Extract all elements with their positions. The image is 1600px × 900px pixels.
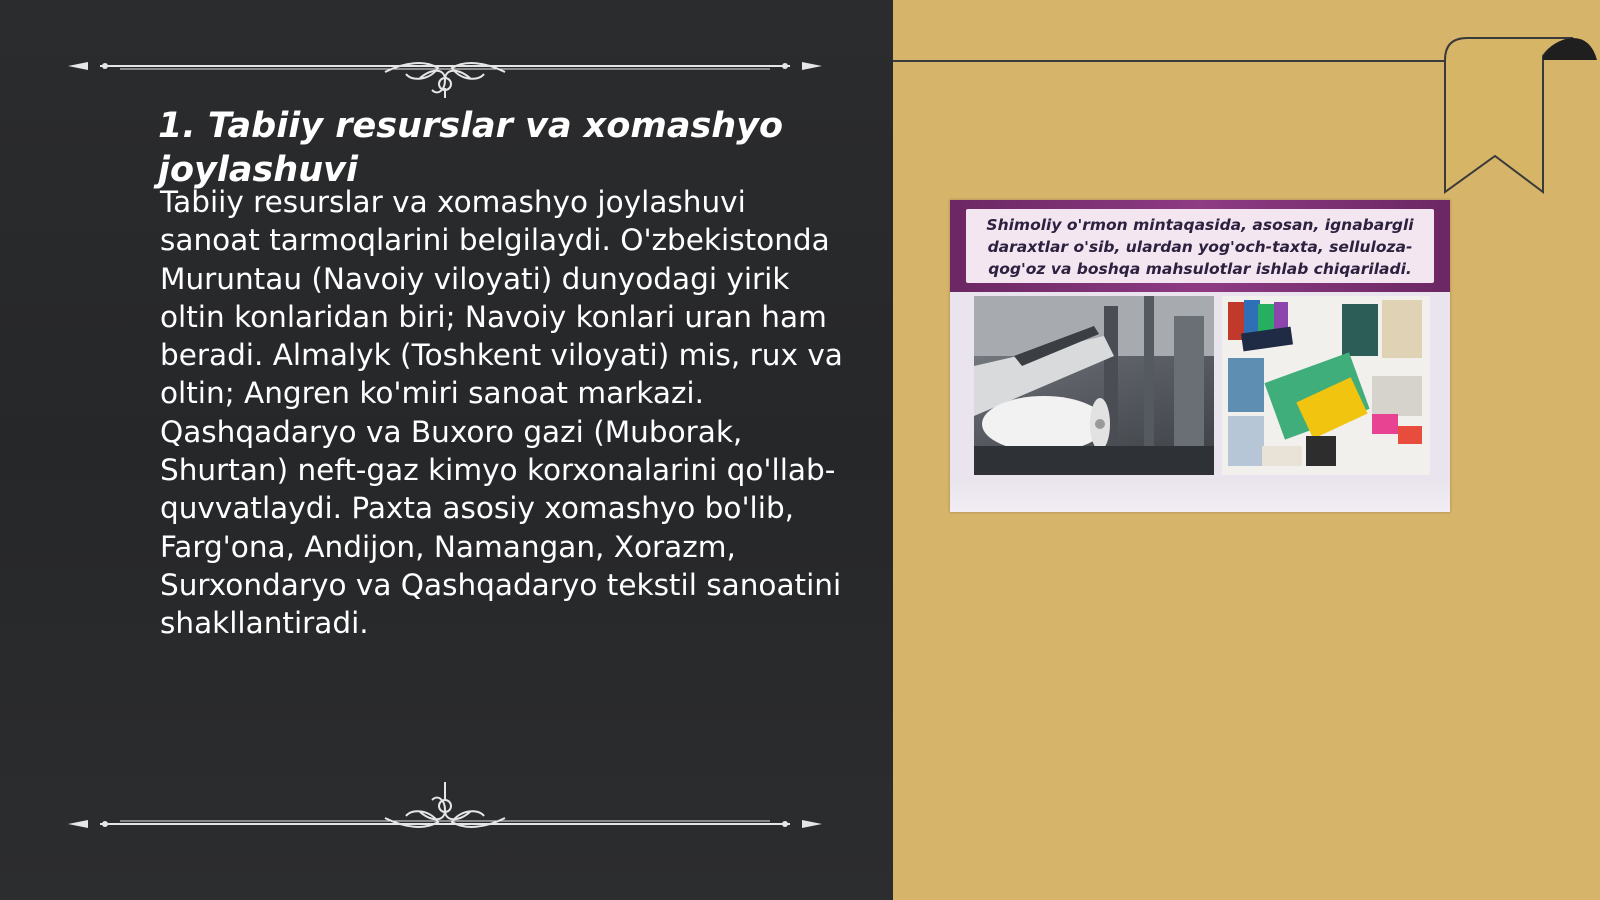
image-footer-strip: [950, 478, 1450, 512]
paper-mill-illustration: [974, 296, 1214, 475]
caption-band: [950, 200, 1450, 292]
image-caption: Shimoliy o'rmon mintaqasida, asosan, ignabargli daraxtlar o'sib, ulardan yog'och-taxta, selluloza-qog'oz va boshqa mahsulotlar ishlab chiqariladi.: [986, 216, 1414, 278]
bottom-ornament-divider: [60, 772, 830, 832]
caption-box: [966, 209, 1434, 283]
top-ornament-divider: [60, 38, 830, 98]
slide-body-text: Tabiiy resurslar va xomashyo joylashuvi sanoat tarmoqlarini belgilaydi. O'zbekistonda Muruntau (Navoiy viloyati) dunyodagi yirik oltin konlaridan biri; Navoiy konlari uran ham beradi. Almalyk (Toshkent viloyati) mis, rux va oltin; Angren ko'miri sanoat markazi. Qashqadaryo va Buxoro gazi (Muborak, Shurtan) neft-gaz kimyo korxonalarini qo'llab-quvvatlaydi. Paxta asosiy xomashyo bo'lib, Farg'ona, Andijon, Namangan, Xorazm, Surxondaryo va Qashqadaryo tekstil sanoatini shakllantiradi.: [160, 185, 843, 641]
paper-mill-photo: [974, 296, 1214, 475]
illustration-image: [950, 200, 1450, 512]
paper-products-illustration: [1222, 296, 1430, 475]
decor-panel: [893, 0, 1600, 900]
header-rule-line: [893, 60, 1453, 62]
paper-products-photo: [1222, 296, 1430, 475]
bookmark-ribbon-icon: [1433, 36, 1600, 202]
slide-title: 1. Tabiiy resurslar va xomashyo joylashuvi: [158, 106, 784, 190]
